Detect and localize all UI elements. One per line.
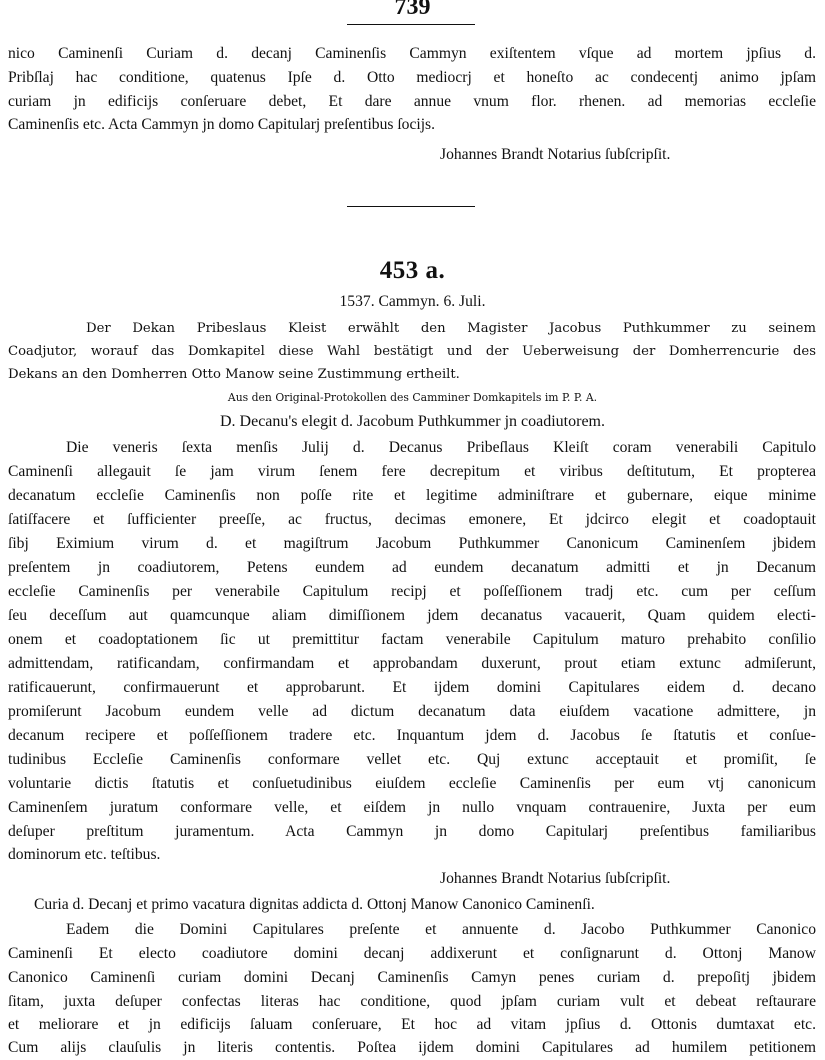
section-divider bbox=[347, 206, 475, 207]
prev-text-line: Caminenſis etc. Acta Cammyn jn domo Capitularj preſentibus ſocijs. bbox=[8, 116, 436, 133]
body-line: promiſerunt Jacobum eundem velle ad dictum decanatum data eiuſdem vacatione admittere, jn bbox=[8, 703, 816, 720]
body-line: Canonico Caminenſi curiam domini Decanj Caminenſis Camyn penes curiam d. prepoſitj jbidem bbox=[8, 969, 816, 986]
body-line: decanum recipere et poſſeſſionem tradere etc. Inquantum jdem d. Jacobus ſe ſtatutis et conſue- bbox=[8, 727, 816, 744]
body-line: admittendam, ratificandam, confirmandam et approbandam duxerunt, prout etiam extunc admiſerunt, bbox=[8, 655, 816, 672]
top-rule bbox=[347, 24, 475, 25]
document-number: 453 a. bbox=[379, 257, 446, 284]
body-line: decanatum eccleſie Caminenſis non poſſe rite et legitime adminiſtrare et gubernare, eique minime bbox=[8, 487, 816, 504]
summary-line: Dekans an den Domherren Otto Manow seine Zustimmung ertheilt. bbox=[8, 367, 460, 382]
body-line: ratificauerunt, confirmauerunt et approbarunt. Et ijdem domini Capitulares eidem d. decano bbox=[8, 679, 816, 696]
summary-line: Coadjutor, worauf das Domkapitel diese Wahl bestätigt und der Ueberweisung der Domherrencurie des bbox=[8, 344, 816, 359]
body-line: ſatiſfacere et ſufficienter preeſſe, ac fructus, decimas emonere, Et jdcirco elegit et coadoptauit bbox=[8, 511, 816, 528]
body-line: Caminenſem juratum conformare velle, et eiſdem jn nullo vnquam contrauenire, Juxta per eum bbox=[8, 799, 816, 816]
body-line: tudinibus Eccleſie Caminenſis conformare vellet etc. Quj extunc acceptauit et promiſit, ſe bbox=[8, 751, 816, 768]
prev-signature: Johannes Brandt Notarius ſubſcripſit. bbox=[440, 146, 671, 163]
document-signature: Johannes Brandt Notarius ſubſcripſit. bbox=[440, 870, 671, 887]
body-line: Cum alijs clauſulis jn literis contentis. Poſtea ijdem domini Capitulares ad humilem petitionem bbox=[8, 1039, 816, 1056]
body-line: ſeu deceſſum aut quamcunque aliam dimiſſionem jdem decanatus vacauerit, Quam quidem electi- bbox=[8, 607, 816, 624]
body-line: voluntarie dictis ſtatutis et conſuetudinibus eiuſdem eccleſie Caminenſis per eum vtj canonicum bbox=[8, 775, 816, 792]
body-line: ſitam, juxta deſuper confectas literas hac conditione, quod jpſam curiam vult et debeat reſtaurare bbox=[8, 993, 816, 1010]
body-line: dominorum etc. teſtibus. bbox=[8, 846, 161, 863]
body-line: ſibj Eximium virum d. et magiſtrum Jacobum Puthkummer Canonicum Caminenſem jbidem bbox=[8, 535, 816, 552]
body-line: eccleſie Caminenſis per venerabile Capitulum recipj et poſſeſſionem tradj etc. cum per ceſſum bbox=[8, 583, 816, 600]
body-line: et meliorare et jn edificijs ſaluam conſeruare, Et hoc ad vitam jpſius d. Ottonis dumtaxat etc. bbox=[8, 1016, 816, 1033]
body-line: Die veneris ſexta menſis Julij d. Decanus Pribeſlaus Kleiſt coram venerabili Capitulo bbox=[66, 439, 816, 456]
body-line: deſuper preſtitum juramentum. Acta Cammyn jn domo Capitularj preſentibus familiaribus bbox=[8, 823, 816, 840]
document-dateline: 1537. Cammyn. 6. Juli. bbox=[339, 293, 486, 310]
body-line: Caminenſi allegauit ſe jam virum ſenem fere decrepitum et viribus deſtitutum, Et propterea bbox=[8, 463, 816, 480]
summary-line: Der Dekan Pribeslaus Kleist erwählt den Magister Jacobus Puthkummer zu seinem bbox=[86, 321, 816, 336]
section-heading: D. Decanu's elegit d. Jacobum Puthkummer jn coadiutorem. bbox=[219, 413, 605, 430]
source-note: Aus den Original-Protokollen des Camminer Domkapitels im P. P. A. bbox=[227, 391, 598, 404]
body-line: Caminenſi Et electo coadiutore domini decanj addixerunt et conſignarunt d. Ottonj Manow bbox=[8, 945, 816, 962]
prev-text-line: curiam jn edificijs conſeruare debet, Et dare annue vnum flor. rhenen. ad memorias eccleſie bbox=[8, 93, 816, 110]
subsection-heading: Curia d. Decanj et primo vacatura dignitas addicta d. Ottonj Manow Canonico Caminenſi. bbox=[34, 896, 595, 913]
body-line: preſentem jn coadiutorem, Petens eundem ad eundem decanatum admitti et jn Decanum bbox=[8, 559, 816, 576]
page-number: 739 bbox=[394, 0, 431, 20]
body-line: onem et coadoptationem ſic ut premittitur factam venerabile Capitulum maturo prehabito conſilio bbox=[8, 631, 816, 648]
prev-text-line: nico Caminenſi Curiam d. decanj Caminenſis Cammyn exiſtentem vſque ad mortem jpſius d. bbox=[8, 45, 816, 62]
prev-text-line: Pribſlaj hac conditione, quatenus Ipſe d. Otto mediocrj et honeſto ac condecentj animo jpſam bbox=[8, 69, 816, 86]
body-line: Eadem die Domini Capitulares preſente et annuente d. Jacobo Puthkummer Canonico bbox=[66, 921, 816, 938]
